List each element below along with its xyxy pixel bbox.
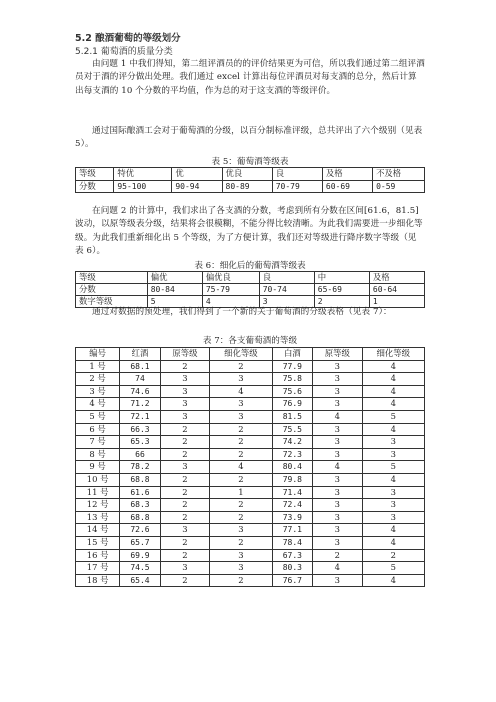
- table-row: [76, 448, 425, 461]
- table-cell: 75.6: [272, 385, 312, 398]
- table-cell: 60-64: [369, 284, 424, 296]
- column-header: 红酒: [120, 348, 160, 361]
- table7: [75, 347, 425, 587]
- table-cell: 65.3: [120, 436, 160, 449]
- table-cell: 79.8: [272, 473, 312, 486]
- table-cell: 67.3: [272, 549, 312, 562]
- table-cell: 3: [313, 486, 363, 499]
- table-cell: 及格: [369, 272, 424, 284]
- table-cell: 75.8: [272, 373, 312, 386]
- table-cell: 3: [313, 373, 363, 386]
- table-cell: 71.4: [272, 486, 312, 499]
- table-cell: 2: [160, 511, 210, 524]
- table6: [75, 271, 425, 308]
- table-cell: 1 号: [76, 360, 120, 373]
- table-cell: 2: [160, 448, 210, 461]
- table-cell: 偏优良: [202, 272, 259, 284]
- table-cell: 65.7: [120, 536, 160, 549]
- table-cell: 0-59: [373, 180, 425, 193]
- table-cell: 75-79: [202, 284, 259, 296]
- table-row: [76, 473, 425, 486]
- table-cell: 4: [313, 562, 363, 575]
- table-cell: 3: [210, 398, 272, 411]
- table-cell: 4: [202, 296, 259, 308]
- table-cell: 3: [160, 410, 210, 423]
- table-cell: 2: [160, 536, 210, 549]
- table-cell: 5: [362, 461, 424, 474]
- table-row: [76, 499, 425, 512]
- table-cell: 中: [314, 272, 369, 284]
- subsection-title: 5.2.1 葡萄酒的质量分类: [75, 47, 173, 57]
- table-cell: 76.9: [272, 398, 312, 411]
- table-cell: 2: [160, 436, 210, 449]
- column-header: 细化等级: [362, 348, 424, 361]
- table-cell: 2: [313, 549, 363, 562]
- paragraph-1: 由问题 1 中我们得知，第二组评酒员的的评价结果更为可信，所以我们通过第二组评酒员对于酒的评分做出处理。我们通过 excel 计算出每位评酒员对每支酒的总分，然后计算出每支酒的 10 个分数的平均值，作为总的对于这支酒的等级评价。: [75, 59, 425, 96]
- table-cell: 分数: [76, 180, 114, 193]
- table-cell: 4: [210, 385, 272, 398]
- table-cell: 66: [120, 448, 160, 461]
- table-cell: 2: [210, 536, 272, 549]
- table-row: [76, 398, 425, 411]
- table-cell: 1: [369, 296, 424, 308]
- table-cell: 2: [314, 296, 369, 308]
- table-cell: 1: [210, 486, 272, 499]
- table-cell: 70-74: [259, 284, 314, 296]
- table-cell: 2: [210, 473, 272, 486]
- table-cell: 2: [210, 448, 272, 461]
- table-cell: 9 号: [76, 461, 120, 474]
- table-cell: 等级: [76, 168, 114, 181]
- table-cell: 80.3: [272, 562, 312, 575]
- table-cell: 14 号: [76, 524, 120, 537]
- table-cell: 95-100: [114, 180, 172, 193]
- table-cell: 12 号: [76, 499, 120, 512]
- table-row: [76, 461, 425, 474]
- table-row: [76, 373, 425, 386]
- table-cell: 2: [160, 473, 210, 486]
- table-cell: 65-69: [314, 284, 369, 296]
- table-cell: 4: [362, 360, 424, 373]
- table-cell: 3: [160, 461, 210, 474]
- table-cell: 74.6: [120, 385, 160, 398]
- table-cell: 66.3: [120, 423, 160, 436]
- table-cell: 3: [313, 574, 363, 587]
- table-cell: 2: [160, 486, 210, 499]
- table-cell: 3: [313, 448, 363, 461]
- table-cell: 3: [362, 436, 424, 449]
- paragraph-4: 通过对数据的预处理，我们得到了一个新的关于葡萄酒的分级表格（见表 7）：: [92, 307, 392, 317]
- table-row: [76, 180, 425, 193]
- table-cell: 16 号: [76, 549, 120, 562]
- table-cell: 8 号: [76, 448, 120, 461]
- table-cell: 3: [313, 360, 363, 373]
- table-row: [76, 511, 425, 524]
- table-row: [76, 410, 425, 423]
- table-row: [76, 436, 425, 449]
- table-cell: 2 号: [76, 373, 120, 386]
- table-cell: 3: [313, 385, 363, 398]
- table5: [75, 167, 425, 193]
- table-row: [76, 536, 425, 549]
- table-cell: 80.4: [272, 461, 312, 474]
- table-cell: 优: [172, 168, 222, 181]
- table-cell: 5 号: [76, 410, 120, 423]
- table-cell: 3: [160, 398, 210, 411]
- table-cell: 良: [259, 272, 314, 284]
- table-cell: 68.1: [120, 360, 160, 373]
- table-cell: 3: [362, 486, 424, 499]
- table-cell: 3: [313, 423, 363, 436]
- table-cell: 5: [147, 296, 202, 308]
- table-row: [76, 360, 425, 373]
- table-cell: 3: [210, 524, 272, 537]
- table-cell: 3: [259, 296, 314, 308]
- table-cell: 及格: [322, 168, 372, 181]
- table-cell: 3: [362, 499, 424, 512]
- table-cell: 2: [210, 423, 272, 436]
- table-cell: 72.1: [120, 410, 160, 423]
- table-row: [76, 524, 425, 537]
- table-cell: 4: [362, 385, 424, 398]
- table-cell: 2: [210, 499, 272, 512]
- table-cell: 18 号: [76, 574, 120, 587]
- table-cell: 60-69: [322, 180, 372, 193]
- table-cell: 3: [313, 398, 363, 411]
- table-cell: 2: [210, 574, 272, 587]
- table-row: [76, 168, 425, 181]
- table-header-row: [76, 348, 425, 361]
- table-cell: 10 号: [76, 473, 120, 486]
- table-cell: 偏优: [147, 272, 202, 284]
- table-cell: 74.5: [120, 562, 160, 575]
- table-cell: 3: [313, 511, 363, 524]
- table-cell: 3: [313, 436, 363, 449]
- table-cell: 72.4: [272, 499, 312, 512]
- table7-caption: 表 7：各支葡萄酒的等级: [202, 336, 298, 346]
- table-cell: 4: [313, 410, 363, 423]
- table-cell: 3: [210, 373, 272, 386]
- table-cell: 74: [120, 373, 160, 386]
- column-header: 白酒: [272, 348, 312, 361]
- table-cell: 3: [210, 562, 272, 575]
- table-cell: 2: [160, 423, 210, 436]
- column-header: 原等级: [160, 348, 210, 361]
- table-cell: 4: [362, 473, 424, 486]
- section-title: 5.2 酿酒葡萄的等级划分: [75, 33, 181, 44]
- column-header: 细化等级: [210, 348, 272, 361]
- table-cell: 2: [160, 360, 210, 373]
- table-cell: 3: [160, 373, 210, 386]
- table-cell: 76.7: [272, 574, 312, 587]
- table-cell: 13 号: [76, 511, 120, 524]
- table-row: [76, 486, 425, 499]
- table-cell: 良: [272, 168, 322, 181]
- table-cell: 81.5: [272, 410, 312, 423]
- table-cell: 71.2: [120, 398, 160, 411]
- table-row: [76, 562, 425, 575]
- table-row: [76, 385, 425, 398]
- table-cell: 61.6: [120, 486, 160, 499]
- column-header: 原等级: [313, 348, 363, 361]
- table-cell: 2: [160, 574, 210, 587]
- table-cell: 4 号: [76, 398, 120, 411]
- table-cell: 4: [362, 423, 424, 436]
- table-cell: 数字等级: [76, 296, 148, 308]
- table-cell: 3: [210, 549, 272, 562]
- table-cell: 4: [362, 373, 424, 386]
- table-cell: 3: [362, 448, 424, 461]
- table-cell: 68.8: [120, 473, 160, 486]
- table-cell: 2: [160, 549, 210, 562]
- table-row: [76, 549, 425, 562]
- table-cell: 4: [362, 536, 424, 549]
- table-cell: 分数: [76, 284, 148, 296]
- table-cell: 等级: [76, 272, 148, 284]
- table-cell: 特优: [114, 168, 172, 181]
- table-cell: 72.3: [272, 448, 312, 461]
- table-cell: 3: [160, 524, 210, 537]
- table-cell: 2: [210, 436, 272, 449]
- table-cell: 3: [313, 473, 363, 486]
- table5-caption: 表 5：葡萄酒等级表: [211, 157, 289, 167]
- table-cell: 2: [160, 499, 210, 512]
- table-cell: 15 号: [76, 536, 120, 549]
- table-cell: 5: [362, 562, 424, 575]
- table-cell: 68.8: [120, 511, 160, 524]
- table-row: [76, 423, 425, 436]
- table-cell: 69.9: [120, 549, 160, 562]
- table-cell: 优良: [222, 168, 272, 181]
- table-cell: 2: [210, 511, 272, 524]
- paragraph-3: 在问题 2 的计算中，我们求出了各支酒的分数，考虑到所有分数在区间[61.6，81.5]波动，以原等级表分级，结果将会很模糊，不能分得比较清晰。为此我们需要进一步细化等级。为此我们重新细化出 5 个等级，为了方便计算，我们还对等级进行降序数字等级（见表 6）。: [75, 206, 423, 256]
- table-cell: 72.6: [120, 524, 160, 537]
- table-cell: 4: [362, 398, 424, 411]
- table-cell: 5: [362, 410, 424, 423]
- table-cell: 80-84: [147, 284, 202, 296]
- table-cell: 90-94: [172, 180, 222, 193]
- table-cell: 77.1: [272, 524, 312, 537]
- table6-caption: 表 6：细化后的葡萄酒等级表: [194, 261, 306, 271]
- table-cell: 6 号: [76, 423, 120, 436]
- table-cell: 70-79: [272, 180, 322, 193]
- table-cell: 80-89: [222, 180, 272, 193]
- table-cell: 4: [313, 461, 363, 474]
- table-cell: 3 号: [76, 385, 120, 398]
- table-cell: 3: [210, 410, 272, 423]
- table-cell: 2: [210, 360, 272, 373]
- table-cell: 77.9: [272, 360, 312, 373]
- table-cell: 3: [362, 511, 424, 524]
- table-row: [76, 284, 425, 296]
- table-cell: 4: [362, 524, 424, 537]
- table-row: [76, 574, 425, 587]
- table-cell: 75.5: [272, 423, 312, 436]
- table-cell: 73.9: [272, 511, 312, 524]
- table-cell: 3: [160, 562, 210, 575]
- paragraph-2: 通过国际酿酒工会对于葡萄酒的分级，以百分制标准评级，总共评出了六个级别（见表 5）。: [75, 126, 423, 150]
- table-cell: 3: [313, 499, 363, 512]
- table-row: [76, 272, 425, 284]
- table-cell: 3: [160, 385, 210, 398]
- table-cell: 65.4: [120, 574, 160, 587]
- table-cell: 不及格: [373, 168, 425, 181]
- column-header: 编号: [76, 348, 120, 361]
- table-cell: 2: [362, 549, 424, 562]
- table-cell: 74.2: [272, 436, 312, 449]
- table-cell: 7 号: [76, 436, 120, 449]
- table-cell: 3: [313, 524, 363, 537]
- table-cell: 68.3: [120, 499, 160, 512]
- table-cell: 11 号: [76, 486, 120, 499]
- table-cell: 4: [210, 461, 272, 474]
- table-cell: 3: [313, 536, 363, 549]
- table-cell: 78.2: [120, 461, 160, 474]
- table-cell: 78.4: [272, 536, 312, 549]
- table-cell: 17 号: [76, 562, 120, 575]
- table-cell: 4: [362, 574, 424, 587]
